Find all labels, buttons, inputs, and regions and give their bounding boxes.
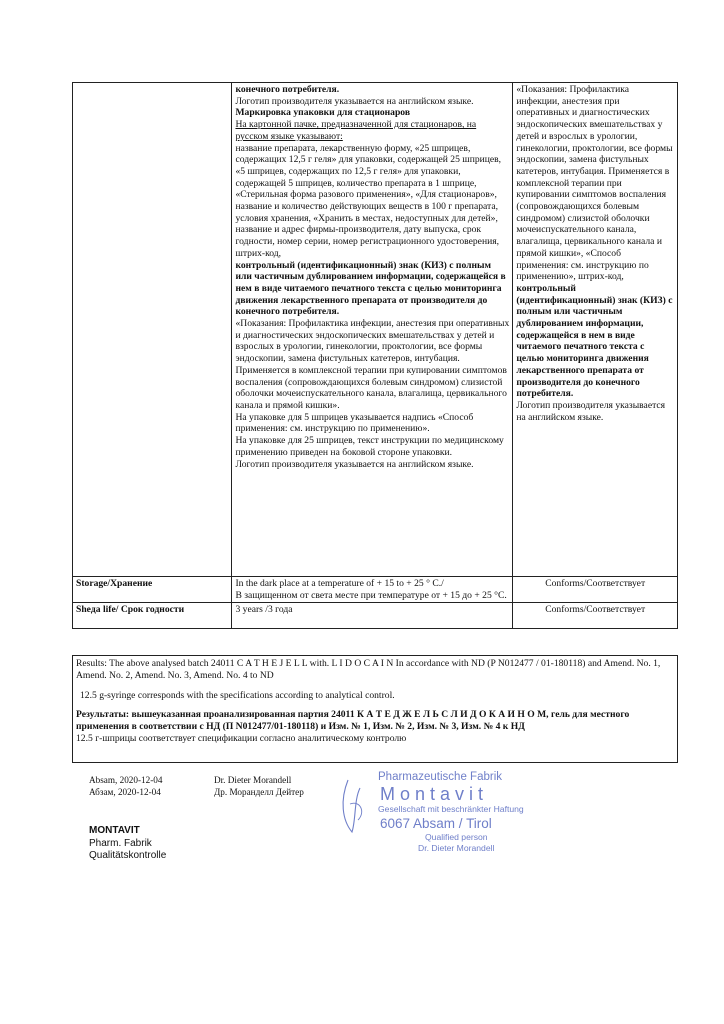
- hospital-pack-text: название препарата, лекарственную форму, «25 шприцев, содержащих 12,5 г геля» для упаковки, содержащей 25 шприцев, «5 шприцев, содержащих по 12,5 г геля» для упаковки, содержащей 5 шприцев, количество препарата в 1 шприце, «Стерильная форма разового применения», «Для стационаров», название и количество действующих веществ в 100 г препарата, условия хранения, «Хранить в местах, недоступных для детей», название и адрес фирмы-производителя, дату выпуска, срок годности, номер серии, номер регистрационного удостоверения, штрих-код,: [235, 142, 502, 259]
- company-stamp: [330, 760, 560, 855]
- actual-indications: «Показания: Профилактика инфекции, анестезия при оперативных и диагностических эндоскопических вмешательствах у детей и взрослых в урологии, гинекологии, проктологии, все формы эндоскопии, замена фистульных катетеров, интубация. Применяется в комплексной терапии при купировании симптомов воспаления (сопровождающихся болевым синдромом) слизистой оболочки мочеиспускательного канала, влагалища, цервикального канала и прямой кишки», «Способ применения: см. инструкцию по применению», штрих-код,: [516, 84, 673, 283]
- twentyfive-syringe-note: На упаковке для 25 шприцев, текст инструкции по медицинскому применению приведен на боковой стороне упаковки.: [235, 435, 504, 458]
- company-name: MONTAVIT: [89, 825, 140, 836]
- place-date-en: Absam, 2020-12-04: [89, 775, 163, 785]
- hospital-pack-kiz: контрольный (идентификационный) знак (КИЗ) с полным или частичным дублированием информации, содержащейся в нем в виде читаемого печатного текста с целью мониторинга движения лекарственного препарата от производителя до конечного потребителя.: [235, 259, 506, 318]
- table-row-storage: [73, 577, 678, 603]
- actual-logo-note: Логотип производителя указывается на английском языке.: [516, 399, 666, 423]
- actual-kiz: контрольный (идентификационный) знак (КИЗ) с полным или частичным дублированием информации, содержащейся в нем в виде читаемого печатного текста с целью мониторинга движения лекарственного препарата от производителя до конечного потребителя.: [516, 282, 673, 400]
- stamp-line-4: 6067 Absam / Tirol: [380, 816, 492, 831]
- cell-actual-labeling: [513, 83, 678, 577]
- results-en: Results: The above analysed batch 24011 C A T H E J E L L with. L I D O C A I N In accordance with ND (P N012477 / 01-180118) and Amend. No. 1, Amend. No. 2, Amend. No. 3, Amend. No. 4 to ND: [76, 658, 661, 681]
- cell-empty: [73, 83, 232, 577]
- signature-scribble: [343, 780, 360, 832]
- signer-name-en: Dr. Dieter Morandell: [214, 775, 292, 785]
- storage-value-ru: В защищенном от света месте при температуре от + 15 до + 25 °C.: [235, 589, 507, 601]
- specification-table: [72, 82, 678, 629]
- logo-note-2: Логотип производителя указывается на английском языке.: [235, 458, 474, 470]
- signature-place-date: [89, 775, 163, 798]
- results-en-2: 12.5 g-syringe corresponds with the specifications according to analytical control.: [80, 689, 395, 701]
- shelf-life-label: Sheда life/ Срок годности: [73, 603, 232, 629]
- storage-label: Storage/Хранение: [73, 577, 232, 603]
- results-ru-2: 12.5 г-шприцы соответствует спецификации согласно аналитическому контролю: [76, 732, 407, 744]
- signer-name-ru: Др. Моранделл Дейтер: [214, 786, 304, 797]
- five-syringe-note: На упаковке для 5 шприцев указывается надпись «Способ применения: см. инструкцию по применению».: [235, 411, 474, 435]
- shelf-life-result: Conforms/Соответствует: [513, 603, 678, 629]
- storage-result: Conforms/Соответствует: [513, 577, 678, 603]
- company-line-3: Qualitätskontrolle: [89, 850, 167, 861]
- stamp-line-5: Qualified person: [425, 832, 488, 842]
- storage-value: [232, 577, 513, 603]
- logo-note: Логотип производителя указывается на английском языке.: [235, 95, 474, 107]
- results-ru: Результаты: вышеуказанная проанализированная партия 24011 К А Т Е Д Ж Е Л Ь С Л И Д О К А И Н О М, гель для местного применения в соответствии с НД (П N012477/01-180118) и Изм. № 1, Изм. № 2, Изм. № 3, Изм. № 4 к НД: [76, 709, 630, 733]
- table-row-shelf-life: [73, 603, 678, 629]
- consumer-text: конечного потребителя.: [235, 84, 340, 95]
- stamp-line-3: Gesellschaft mit beschränkter Haftung: [378, 804, 524, 814]
- hospital-pack-intro: На картонной пачке, предназначенной для стационаров, на русском языке указывают:: [235, 119, 477, 142]
- indications-text: «Показания: Профилактика инфекции, анестезия при оперативных и диагностических эндоскопических вмешательствах у детей и взрослых в урологии, гинекологии, проктологии, все формы эндоскопии, замена фистульных катетеров, интубация. Применяется в комплексной терапии при купировании симптомов воспаления (сопровождающихся болевым синдромом) слизистой оболочки мочеиспускательного канала, влагалища, цервикального канала и прямой кишки».: [235, 318, 510, 411]
- storage-value-en: In the dark place at a temperature of + 15 to + 25 ° C./: [235, 578, 444, 589]
- company-block: [89, 825, 166, 863]
- place-date-ru: Абзам, 2020-12-04: [89, 786, 161, 797]
- stamp-line-2: Montavit: [380, 784, 489, 804]
- signature-name: [214, 775, 304, 798]
- table-row-labeling: [73, 83, 678, 577]
- company-line-2: Pharm. Fabrik: [89, 837, 152, 849]
- cell-labeling-requirements: [232, 83, 513, 577]
- stamp-line-1: Pharmazeutische Fabrik: [378, 771, 502, 783]
- shelf-life-value: 3 years /3 года: [232, 603, 513, 629]
- hospital-pack-title: Маркировка упаковки для стационаров: [235, 107, 411, 119]
- results-box: [72, 655, 678, 763]
- stamp-line-6: Dr. Dieter Morandell: [418, 843, 495, 853]
